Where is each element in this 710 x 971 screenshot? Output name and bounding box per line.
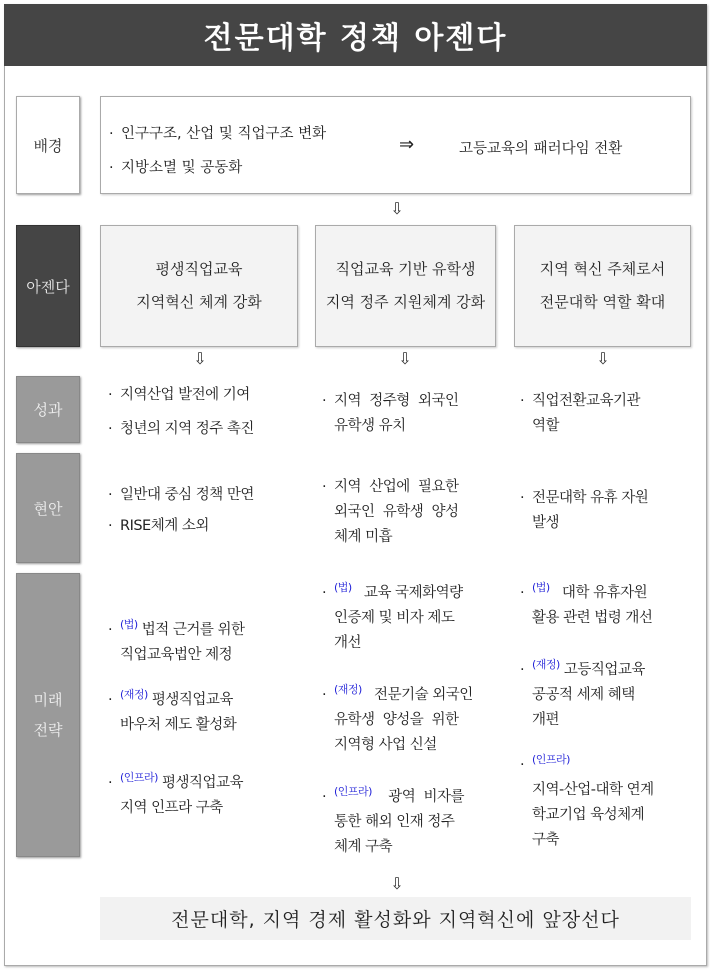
item-line (108, 713, 236, 738)
item-line (108, 643, 245, 668)
bullet: · (108, 487, 113, 503)
agenda-box-3 (514, 225, 691, 347)
item-line (108, 796, 243, 821)
agenda-line: 지역 정주 지원체계 강화 (325, 293, 486, 311)
bullet: · (108, 692, 113, 708)
down-arrow-icon: ⇩ (596, 349, 610, 368)
item-text: 구축 (532, 832, 560, 848)
row-label-issues: 현안 (16, 453, 80, 563)
item-first-line (108, 483, 254, 508)
agenda-box-2 (315, 225, 496, 347)
item-line (322, 810, 464, 835)
outcomes-item (108, 383, 250, 408)
item-text: 개편 (532, 712, 560, 728)
item-line: 지역산업 발전에 기여 (120, 387, 250, 403)
item-line: 청년의 지역 정주 촉진 (120, 421, 254, 437)
bullet: · (322, 393, 327, 409)
item-text: 지역 인프라 구축 (120, 800, 223, 816)
down-arrow-icon: ⇩ (398, 349, 412, 368)
issues-item (108, 514, 209, 539)
background-item-text: 지방소멸 및 공동화 (121, 160, 243, 176)
bullet: · (108, 622, 113, 638)
issues-item (108, 483, 254, 508)
item-text: 법적 근거를 위한 (141, 622, 245, 638)
bullet: · (520, 490, 525, 506)
item-first-line (322, 475, 459, 500)
background-item: · 지방소멸 및 공동화 (109, 160, 243, 176)
item-line (520, 747, 654, 778)
bullet: · (520, 393, 525, 409)
item-first-line (520, 486, 648, 511)
issues-item (322, 475, 459, 550)
item-text: 교육 국제화역량 (355, 585, 463, 601)
item-text: 전문기술 외국인 (365, 687, 473, 703)
item-line (108, 765, 243, 796)
background-causes (109, 117, 326, 185)
future-strategy-item (322, 575, 463, 656)
item-line (520, 828, 654, 853)
bullet: · (322, 687, 327, 703)
agenda-line: 평생직업교육 (155, 260, 243, 278)
item-line (322, 835, 464, 860)
agenda-line: 지역혁신 체계 강화 (136, 293, 262, 311)
down-arrow-icon: ⇩ (390, 199, 404, 218)
item-text: 인증제 및 비자 제도 (334, 610, 455, 626)
row-label-agenda: 아젠다 (16, 225, 80, 347)
future-strategy-item (108, 765, 243, 821)
item-text: 활용 관련 법령 개선 (532, 610, 653, 626)
bullet: · (108, 518, 113, 534)
item-line: 전문대학 유휴 자원 (532, 490, 649, 506)
category-tag: (재정) (532, 658, 560, 671)
item-line: RISE체계 소외 (120, 518, 209, 534)
agenda-line: 전문대학 역할 확대 (539, 293, 666, 311)
item-first-line (108, 383, 250, 408)
item-line: 지역 정주형 외국인 (334, 393, 459, 409)
label-line: 전략 (33, 721, 63, 739)
item-text: 학교기업 육성체계 (532, 807, 645, 823)
bullet: · (520, 757, 525, 773)
item-line (520, 708, 645, 733)
bullet: · (108, 775, 113, 791)
item-text: 지역형 사업 신설 (334, 737, 437, 753)
conclusion-banner: 전문대학, 지역 경제 활성화와 지역혁신에 앞장선다 (100, 897, 691, 940)
row-label-outcomes: 성과 (16, 376, 80, 443)
future-strategy-item (322, 677, 473, 758)
agenda-box-1 (100, 225, 298, 347)
item-text: 체계 구축 (334, 839, 393, 855)
down-arrow-icon: ⇩ (193, 349, 207, 368)
item-line: 역할 (532, 418, 560, 434)
item-line (322, 779, 464, 810)
category-tag: (인프라) (532, 753, 570, 766)
future-strategy-item (520, 652, 645, 733)
item-text: 대학 유휴자원 (553, 585, 648, 601)
down-arrow-icon: ⇩ (390, 874, 404, 893)
bullet: · (520, 585, 525, 601)
item-line (108, 682, 236, 713)
future-strategy-item (108, 682, 236, 738)
item-line (520, 606, 652, 631)
right-arrow-icon: ⇒ (399, 134, 415, 155)
category-tag: (재정) (334, 683, 362, 696)
item-text: 바우처 제도 활성화 (120, 717, 237, 733)
item-line (322, 733, 473, 758)
bullet: · (322, 479, 327, 495)
item-line (520, 778, 654, 803)
bullet: · (108, 387, 113, 403)
item-line (520, 803, 654, 828)
item-line (322, 575, 463, 606)
item-first-line (520, 389, 640, 414)
item-line (520, 683, 645, 708)
item-text: 개선 (334, 635, 362, 651)
page-title: 전문대학 정책 아젠다 (4, 4, 707, 66)
item-line (520, 575, 652, 606)
bullet: · (322, 585, 327, 601)
bullet: · (322, 789, 327, 805)
background-item: · 인구구조, 산업 및 직업구조 변화 (109, 126, 327, 142)
item-line: 직업전환교육기관 (532, 393, 641, 409)
item-line: 외국인 유학생 양성 (334, 504, 459, 520)
item-line (322, 631, 463, 656)
item-text: 공공적 세제 혜택 (532, 687, 635, 703)
item-line: 유학생 유치 (334, 418, 406, 434)
item-first-line (108, 417, 254, 442)
item-text: 통한 해외 인재 정주 (334, 814, 455, 830)
category-tag: (인프라) (334, 785, 372, 798)
category-tag: (인프라) (120, 771, 158, 784)
future-strategy-item (520, 747, 654, 853)
item-text: 평생직업교육 (161, 775, 244, 791)
category-tag: (법) (334, 581, 352, 594)
outcomes-item (322, 389, 459, 439)
background-item-text: 인구구조, 산업 및 직업구조 변화 (121, 126, 327, 142)
item-line (322, 708, 473, 733)
background-box (100, 96, 691, 194)
bullet: · (108, 421, 113, 437)
item-line (108, 612, 245, 643)
agenda-line: 지역 혁신 주체로서 (539, 260, 666, 278)
item-line (322, 677, 473, 708)
item-first-line (322, 389, 459, 414)
item-text: 고등직업교육 (563, 662, 645, 678)
outcomes-item (108, 417, 254, 442)
item-line: 발생 (532, 515, 560, 531)
future-strategy-item (520, 575, 652, 631)
bullet: · (520, 662, 525, 678)
background-result: 고등교육의 패러다임 전환 (459, 141, 623, 157)
item-text: 직업교육법안 제정 (120, 647, 233, 663)
outcomes-item (520, 389, 640, 439)
row-label-background: 배경 (16, 96, 80, 194)
issues-item (520, 486, 648, 536)
item-line: 일반대 중심 정책 만연 (120, 487, 254, 503)
row-label-future-strategy (16, 573, 80, 857)
future-strategy-item (108, 612, 245, 668)
item-line: 체계 미흡 (334, 529, 393, 545)
category-tag: (재정) (120, 688, 148, 701)
item-text: 광역 비자를 (375, 789, 465, 805)
item-line (520, 652, 645, 683)
item-text: 지역-산업-대학 연계 (532, 782, 654, 798)
item-text: 평생직업교육 (151, 692, 233, 708)
category-tag: (법) (120, 618, 138, 631)
future-strategy-item (322, 779, 464, 860)
item-line: 지역 산업에 필요한 (334, 479, 459, 495)
item-line (322, 606, 463, 631)
item-first-line (108, 514, 209, 539)
item-text: 유학생 양성을 위한 (334, 712, 459, 728)
label-line: 미래 (33, 691, 63, 709)
category-tag: (법) (532, 581, 550, 594)
agenda-line: 직업교육 기반 유학생 (335, 260, 476, 278)
